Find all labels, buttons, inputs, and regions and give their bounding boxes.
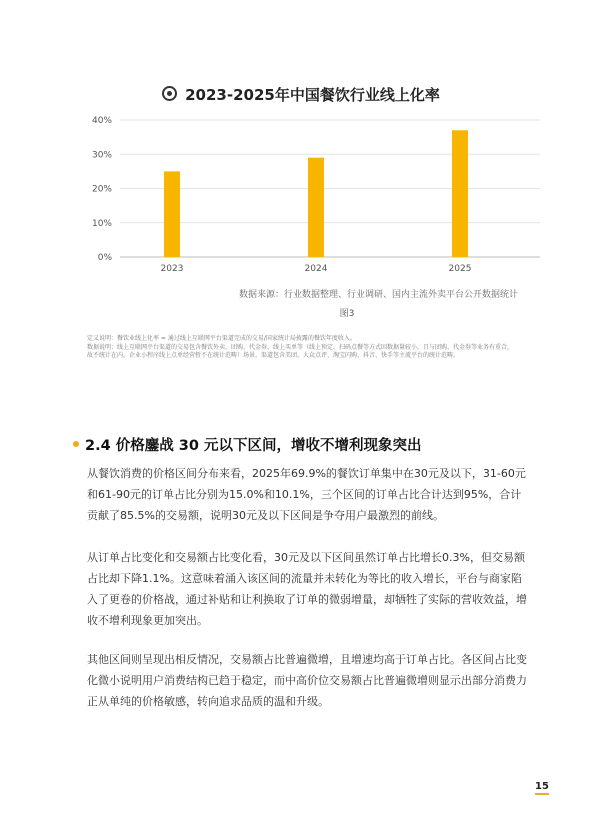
bullet-dot-icon: [73, 441, 79, 447]
data-note: 数据说明：线上互联网平台渠道的交易包含餐饮外卖、团购、代金券、线上买单等（线上预定、扫码点餐等方式因数据量较小，且与团购、代金券等业务有重合，故不统计在内。企业小程序线上点单经营暂不在统计范畴）场景，渠道包含美团、大众点评、淘宝闪购、抖音、快手等主流平台的统计范畴。: [87, 343, 514, 359]
bar-chart: [0, 108, 602, 280]
chart-notes: [87, 335, 517, 361]
x-tick-label: 2025: [448, 264, 472, 274]
page-number-text: 15: [535, 781, 549, 792]
x-tick-label: 2024: [304, 264, 328, 274]
section-title: 2.4 价格鏖战 30 元以下区间，增收不增利现象突出: [85, 438, 422, 454]
definition-note: 定义说明：餐饮业线上化率 = 通过线上互联网平台渠道完成的交易/国家统计局披露的餐饮年度收入。: [87, 335, 356, 342]
paragraph-1: 从餐饮消费的价格区间分布来看，2025年69.9%的餐饮订单集中在30元及以下，31-60元和61-90元的订单占比分别为15.0%和10.1%，三个区间的订单占比合计达到95%，合计贡献了85.5%的交易额，说明30元及以下区间是争夺用户最激烈的前线。: [87, 467, 526, 522]
chart-title-text: 2023-2025年中国餐饮行业线上化率: [185, 86, 440, 104]
paragraph-3: 其他区间则呈现出相反情况，交易额占比普遍微增，且增速均高于订单占比。各区间占比变化微小说明用户消费结构已趋于稳定，而中高价位交易额占比普遍微增则显示出部分消费力正从单纯的价格敏感，转向追求品质的温和升级。: [87, 653, 527, 708]
x-tick-label: 2023: [160, 264, 184, 274]
bar: [308, 158, 324, 257]
bar: [452, 130, 468, 257]
y-tick-label: 0%: [97, 253, 112, 263]
bar: [164, 171, 180, 257]
target-icon: [162, 86, 177, 101]
y-tick-label: 40%: [91, 116, 112, 126]
data-source: 数据来源：行业数据整理、行业调研、国内主流外卖平台公开数据统计: [238, 290, 518, 300]
page-number-underline: [535, 793, 549, 795]
chart-title: [0, 84, 602, 105]
section-heading: [73, 434, 422, 455]
paragraph-2: 从订单占比变化和交易额占比变化看，30元及以下区间虽然订单占比增长0.3%，但交易额占比却下降1.1%。这意味着涌入该区间的流量并未转化为等比的收入增长，平台与商家陷入了更卷的价格战，通过补贴和让利换取了订单的微弱增量，却牺牲了实际的营收效益，增收不增利现象更加突出。: [87, 551, 527, 627]
page-number: [535, 781, 549, 795]
y-tick-label: 10%: [91, 218, 112, 229]
y-tick-label: 30%: [91, 150, 112, 161]
y-tick-label: 20%: [91, 184, 112, 195]
figure-label: 图3: [339, 309, 355, 319]
